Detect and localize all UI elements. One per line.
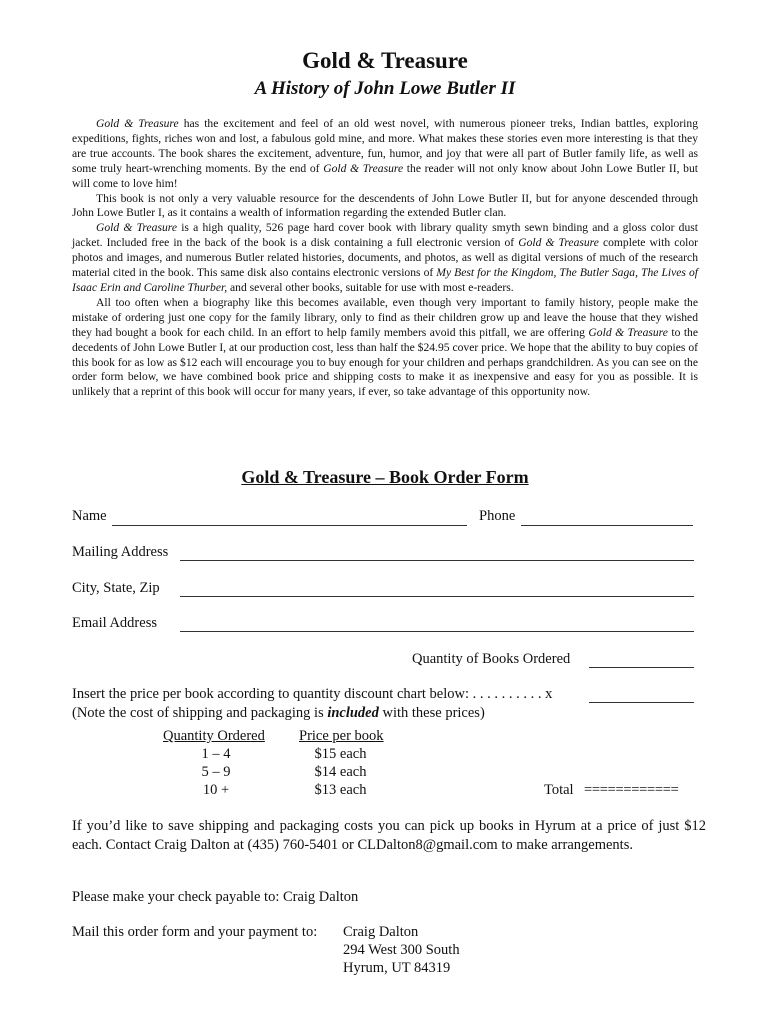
name-label: Name <box>72 508 107 524</box>
table-row-qty: 10 + <box>202 782 230 798</box>
name-field[interactable] <box>112 525 467 526</box>
mailing-address-label: Mailing Address <box>72 544 169 560</box>
email-address-field[interactable] <box>180 631 694 632</box>
table-row-price: $15 each <box>314 746 367 762</box>
quantity-column-header: Quantity Ordered <box>163 728 265 744</box>
intro-paragraph-3: Gold & Treasure is a high quality, 526 page hard cover book with library quality smyth sewn binding and a gloss color dust jacket. Included free in the back of the book is a disk containing a full electronic version of Gold & Treasure complete with color photos and images, and numerous Butler related histories, documents, and photos, as well as digital versions of much of the research material cited in the book. This same disk also contains electronic versions of My Best for the Kingdom, The Butler Saga, The Lives of Isaac Erin and Caroline Thurber, and several other books, suitable for use with most e-readers. <box>72 221 699 294</box>
quantity-label: Quantity of Books Ordered <box>412 651 571 667</box>
intro-paragraph-2: This book is not only a very valuable resource for the descendents of John Lowe Butler II, but for anyone descended through John Lowe Butler I, as it contains a wealth of information regarding the extended Butler clan. <box>72 191 698 220</box>
pickup-paragraph: If you’d like to save shipping and packaging costs you can pick up books in Hyrum at a price of just $12 each. Contact Craig Dalton at (435) 760-5401 or CLDalton8@gmail.com to make arrangements. <box>72 818 706 853</box>
payable-to-text: Please make your check payable to: Craig Dalton <box>72 889 359 905</box>
mail-to-label: Mail this order form and your payment to: <box>72 924 318 940</box>
price-column-header: Price per book <box>299 728 384 744</box>
order-form-title: Gold & Treasure – Book Order Form <box>241 467 529 487</box>
shipping-note: (Note the cost of shipping and packaging is included with these prices) <box>72 705 485 721</box>
table-row-price: $13 each <box>314 782 367 798</box>
table-row-price: $14 each <box>314 764 367 780</box>
table-row-qty: 1 – 4 <box>201 746 231 762</box>
table-row-qty: 5 – 9 <box>201 764 231 780</box>
city-state-zip-field[interactable] <box>180 596 694 597</box>
phone-field[interactable] <box>521 525 693 526</box>
price-instruction: Insert the price per book according to quantity discount chart below: . . . . . . . . . . x <box>72 686 553 702</box>
page-title: Gold & Treasure <box>302 48 468 73</box>
intro-text <box>72 117 698 400</box>
address-line-street: 294 West 300 South <box>343 942 460 958</box>
page-subtitle: A History of John Lowe Butler II <box>254 78 516 99</box>
quantity-field[interactable] <box>589 667 694 668</box>
price-per-book-field[interactable] <box>589 702 694 703</box>
address-line-name: Craig Dalton <box>343 924 419 940</box>
total-field[interactable]: ============ <box>584 782 679 798</box>
intro-paragraph-4: All too often when a biography like this becomes available, even though very important to family history, people make the mistake of ordering just one copy for the family library, only to find as their children grow up and leave the house that they wished they had bought a book for each child. In an effort to help family members avoid this pitfall, we are offering Gold & Treasure to the decedents of John Lowe Butler I, at our production cost, less than half the $24.95 cover price. We hope that the ability to buy copies of this book for as low as $12 each will encourage you to buy enough for your children and perhaps grandchildren. As you can see on the order form below, we have combined book price and shipping costs to make it as inexpensive and easy for you as possible. It is unlikely that a reprint of this book will occur for many years, if ever, so take advantage of this opportunity now. <box>72 295 698 399</box>
email-address-label: Email Address <box>72 615 157 631</box>
intro-paragraph-1: Gold & Treasure has the excitement and feel of an old west novel, with numerous pioneer treks, Indian battles, exploring expeditions, fights, riches won and lost, a fabulous gold mine, and more. What makes these stories even more interesting is that they are true accounts. The book shares the excitement, adventure, fun, humor, and joy that were all part of Butler family life, as well as some truly heart-wrenching moments. By the end of Gold & Treasure the reader will not only know about John Lowe Butler II, but will come to love him! <box>72 117 698 190</box>
phone-label: Phone <box>479 508 516 524</box>
total-label: Total <box>544 782 574 798</box>
city-state-zip-label: City, State, Zip <box>72 580 160 596</box>
mailing-address-field[interactable] <box>180 560 694 561</box>
address-line-city: Hyrum, UT 84319 <box>343 960 451 976</box>
